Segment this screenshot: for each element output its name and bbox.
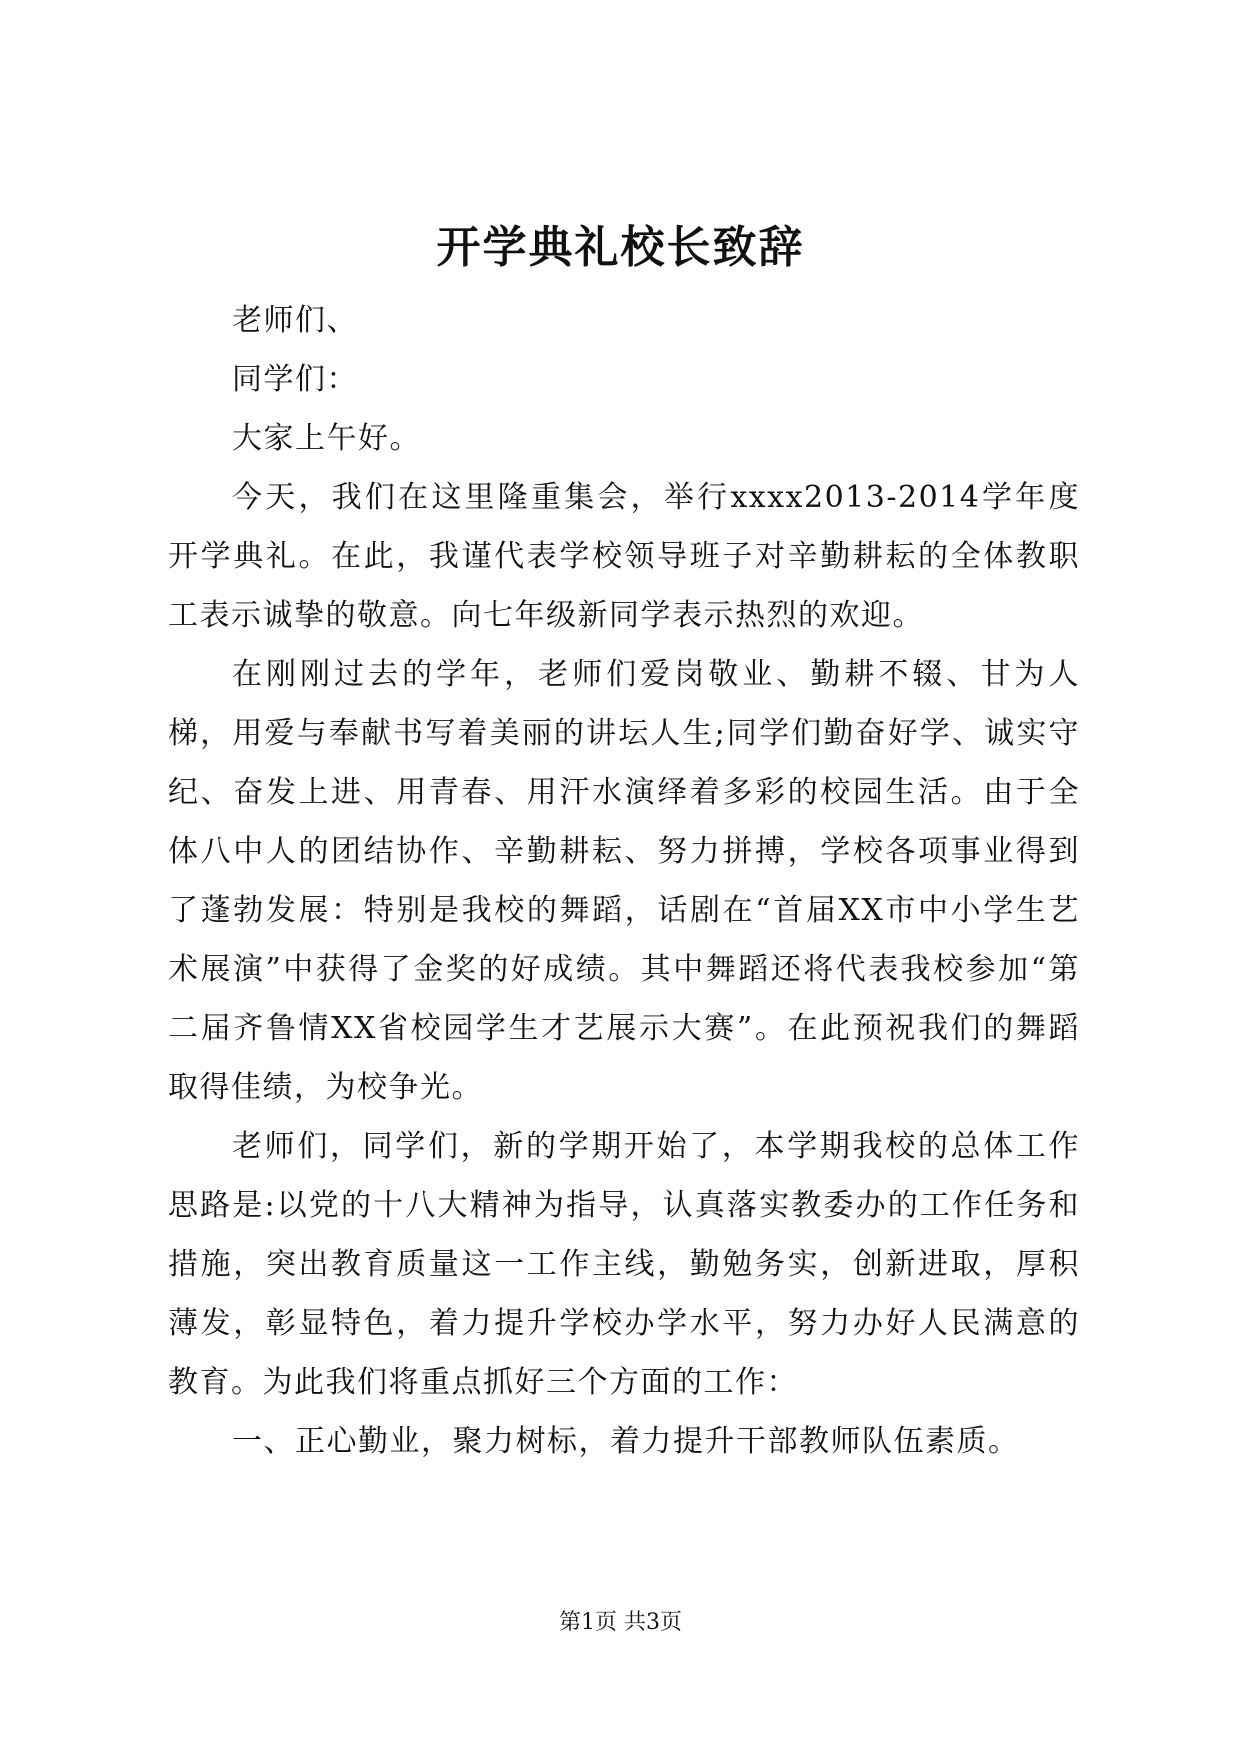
paragraph-greeting: 大家上午好。	[232, 421, 421, 456]
paragraph-work-plan: 老师们，同学们，新的学期开始了，本学期我校的总体工作思路是:以党的十八大精神为指导，认真落实教委办的工作任务和措施，突出教育质量这一工作主线，勤勉务实，创新进取，厚积薄发，彰显特色，着力提升学校办学水平，努力办好人民满意的教育。为此我们将重点抓好三个方面的工作：	[168, 1129, 1080, 1400]
paragraph-salutation-teachers: 老师们、	[232, 303, 358, 338]
paragraph-salutation-students: 同学们：	[232, 362, 358, 397]
document-body	[168, 291, 1080, 1471]
paragraph-section-one: 一、正心勤业，聚力树标，着力提升干部教师队伍素质。	[232, 1424, 1020, 1459]
page-footer: 第1页 共3页	[559, 1610, 682, 1635]
paragraph-past-year: 在刚刚过去的学年，老师们爱岗敬业、勤耕不辍、甘为人梯，用爱与奉献书写着美丽的讲坛人生;同学们勤奋好学、诚实守纪、奋发上进、用青春、用汗水演绎着多彩的校园生活。由于全体八中人的团结协作、辛勤耕耘、努力拼搏，学校各项事业得到了蓬勃发展：特别是我校的舞蹈，话剧在“首届XX市中小学生艺术展演”中获得了金奖的好成绩。其中舞蹈还将代表我校参加“第二届齐鲁情XX省校园学生才艺展示大赛”。在此预祝我们的舞蹈取得佳绩，为校争光。	[168, 657, 1080, 1105]
document-title: 开学典礼校长致辞	[436, 222, 805, 273]
paragraph-opening: 今天，我们在这里隆重集会，举行xxxx2013-2014学年度开学典礼。在此，我谨代表学校领导班子对辛勤耕耘的全体教职工表示诚挚的敬意。向七年级新同学表示热烈的欢迎。	[168, 480, 1080, 633]
